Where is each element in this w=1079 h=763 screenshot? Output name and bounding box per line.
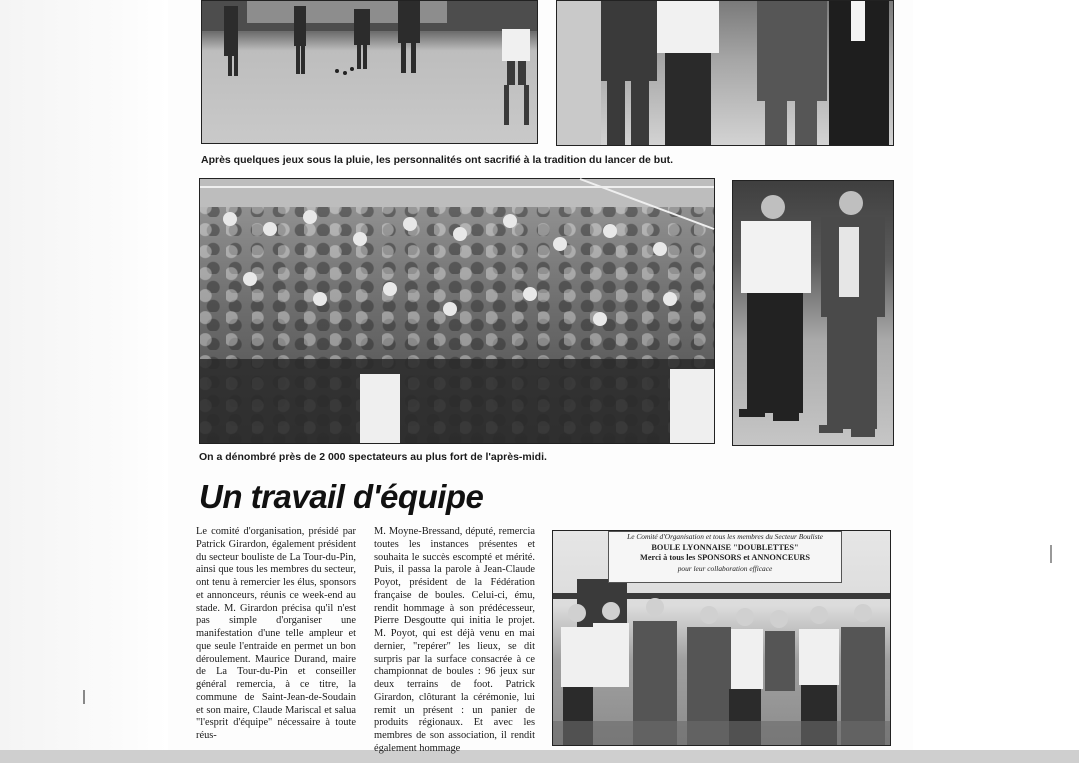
photo-players-rain [201, 0, 538, 144]
banner-line-1: Le Comité d'Organisation et tous les membres du Secteur Bouliste [627, 532, 823, 541]
scan-mark [83, 690, 85, 704]
article-column-1: Le comité d'organisation, présidé par Patrick Girardon, également président du secteur bouliste de La Tour-du-Pin, ainsi que tous les membres du secteur, ont tenu à remercier les élus, sponsors et annonceurs, réunis ce week-end au stade. M. Girardon précisa qu'il n'est pas simple d'organiser une manifestation d'une telle ampleur et que seule l'entraide en permet un bon déroulement. Maurice Durand, maire de La Tour-du-Pin et conseiller général remercia, à ce titre, la commune de Saint-Jean-de-Soudain et son maire, Claude Mariscal et salua "l'esprit d'équipe" nécessaire à toute réus- [196, 526, 356, 741]
scan-mark [1050, 545, 1052, 563]
photo-caption: Après quelques jeux sous la pluie, les personnalités ont sacrifié à la tradition du lancer de but. [201, 154, 674, 166]
photo-crowd [199, 178, 715, 444]
article-headline: Un travail d'équipe [199, 478, 484, 515]
sponsor-banner [608, 531, 842, 583]
two-men-illustration [733, 181, 893, 445]
photo-caption: On a dénombré près de 2 000 spectateurs au plus fort de l'après-midi. [199, 451, 547, 463]
photo-dignitaries [556, 0, 894, 146]
scan-bottom-edge [0, 750, 1079, 763]
banner-line-4: pour leur collaboration efficace [677, 563, 773, 573]
article-column-2: M. Moyne-Bressand, député, remercia toutes les instances présentes et souhaita le succès escompté et mérité. Puis, il passa la parole à Jean-Claude Poyot, président de la Fédération française de boules. Celui-ci, ému, rendit hommage à son prédécesseur, Pierre Desgoutte qui initia le projet. M. Poyot, qui est déjà venu en mai dernier, "repérer" les lieux, se dit surpris par la surface consacrée à ce championnat de boules : 96 jeux sur deux terrains de foot. Patrick Girardon, clôturant la cérémonie, lui remit un présent : un panier de produits régionaux. Et avec les membres de son association, il rendit également hommage [374, 526, 535, 754]
crowd-illustration [200, 179, 714, 443]
players-illustration [202, 1, 537, 143]
banner-line-2: BOULE LYONNAISE "DOUBLETTES" [651, 542, 799, 552]
banner-line-3: Merci à tous les SPONSORS et ANNONCEURS [640, 553, 810, 562]
photo-two-men [732, 180, 894, 446]
scan-margin [0, 0, 168, 750]
dignitaries-illustration [557, 1, 893, 145]
